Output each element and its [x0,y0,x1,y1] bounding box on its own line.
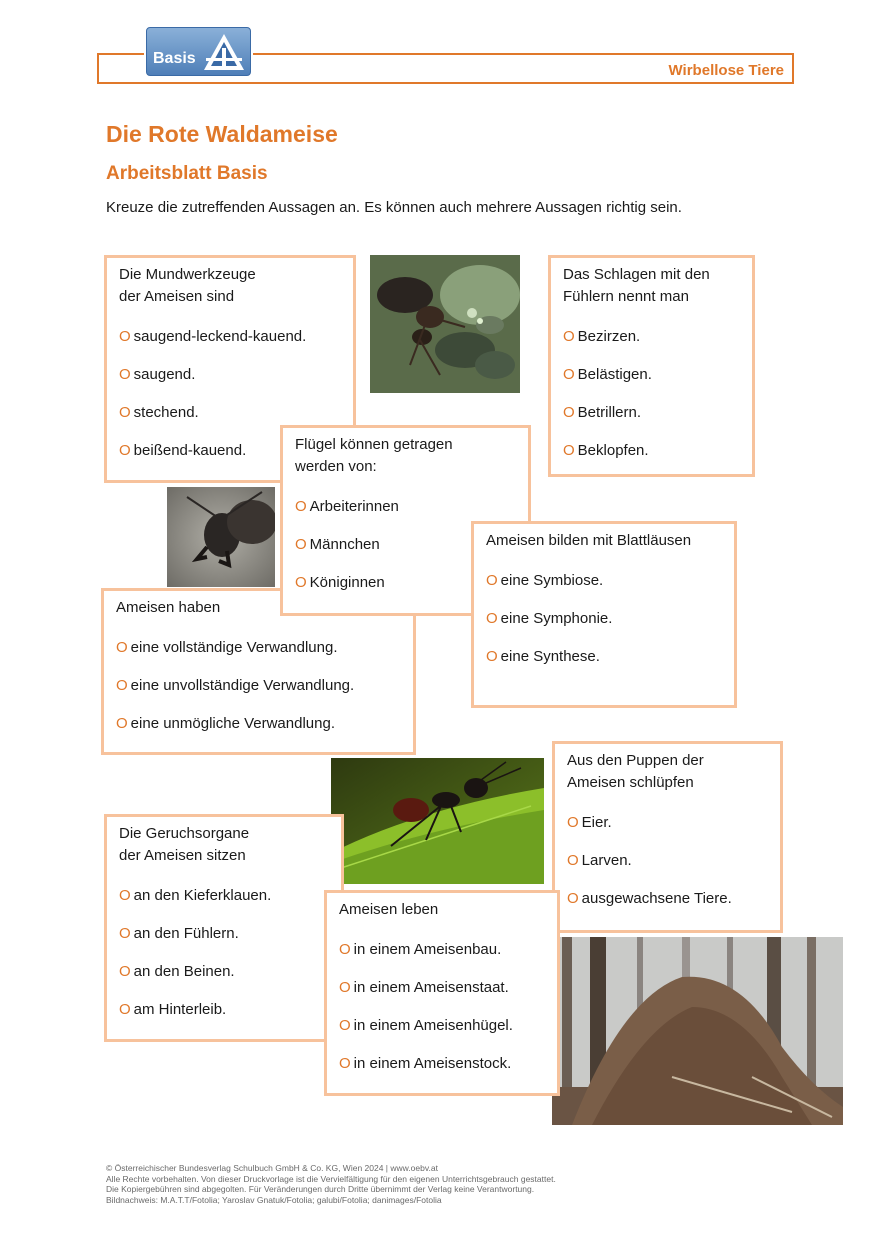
ant-on-leaf-photo [331,758,544,884]
checkbox-circle-icon[interactable]: O [119,963,131,980]
answer-option[interactable] [567,880,768,918]
answer-option[interactable] [486,600,722,638]
answer-option[interactable] [339,1007,545,1045]
option-label: Arbeiterinnen [309,498,399,515]
card-puppen [552,741,783,933]
checkbox-circle-icon[interactable]: O [339,941,351,958]
option-label: Männchen [309,536,380,553]
option-label: saugend-leckend-kauend. [133,328,307,345]
option-label: in einem Ameisenstaat. [353,979,509,996]
ant-head-photo [167,487,275,587]
option-label: ausgewachsene Tiere. [581,890,732,907]
checkbox-circle-icon[interactable]: O [116,677,128,694]
answer-option[interactable] [119,991,329,1029]
answer-option[interactable] [119,318,341,356]
question-text: Ameisen haben [116,599,221,616]
checkbox-circle-icon[interactable]: O [563,442,575,459]
answer-option[interactable] [339,931,545,969]
checkbox-circle-icon[interactable]: O [339,1017,351,1034]
logo-text: Basis [153,50,196,67]
triangle-logo-icon [202,32,246,72]
question-text: Die Mundwerkzeuge der Ameisen sind [119,266,256,305]
option-label: eine vollständige Verwandlung. [130,639,338,656]
answer-option[interactable] [563,394,740,432]
answer-option[interactable] [116,705,401,743]
answer-option[interactable] [567,804,768,842]
checkbox-circle-icon[interactable]: O [119,442,131,459]
answer-option[interactable] [119,356,341,394]
checkbox-circle-icon[interactable]: O [119,1001,131,1018]
checkbox-circle-icon[interactable]: O [295,574,307,591]
checkbox-circle-icon[interactable]: O [295,498,307,515]
checkbox-circle-icon[interactable]: O [116,715,128,732]
option-label: Beklopfen. [577,442,649,459]
card-leben [324,890,560,1096]
question-text: Ameisen bilden mit Blattläusen [486,532,692,549]
card-blattlaeuse [471,521,737,708]
option-label: Königinnen [309,574,385,591]
answer-option[interactable] [486,562,722,600]
checkbox-circle-icon[interactable]: O [119,366,131,383]
answer-option[interactable] [119,915,329,953]
footer-copyright [106,1163,556,1205]
option-label: eine unmögliche Verwandlung. [130,715,335,732]
footer-line: Bildnachweis: M.A.T.T/Fotolia; Yaroslav Gnatuk/Fotolia; galubi/Fotolia; danimages/Fotolia [106,1194,442,1205]
ant-aphid-photo [370,255,520,393]
answer-option[interactable] [119,877,329,915]
option-label: eine unvollständige Verwandlung. [130,677,355,694]
checkbox-circle-icon[interactable]: O [116,639,128,656]
answer-option[interactable] [339,969,545,1007]
question-text: Ameisen leben [339,901,439,918]
option-label: in einem Ameisenbau. [353,941,502,958]
checkbox-circle-icon[interactable]: O [119,328,131,345]
option-label: an den Fühlern. [133,925,239,942]
checkbox-circle-icon[interactable]: O [119,887,131,904]
option-label: an den Beinen. [133,963,235,980]
answer-option[interactable] [486,638,722,676]
checkbox-circle-icon[interactable]: O [567,814,579,831]
footer-line: © Österreichischer Bundesverlag Schulbuch GmbH & Co. KG, Wien 2024 | www.oebv.at [106,1163,438,1173]
answer-option[interactable] [339,1045,545,1083]
option-label: Larven. [581,852,632,869]
instruction-text: Kreuze die zutreffenden Aussagen an. Es können auch mehrere Aussagen richtig sein. [106,199,682,216]
card-geruchsorgane [104,814,344,1042]
checkbox-circle-icon[interactable]: O [486,648,498,665]
option-label: eine Symphonie. [500,610,613,627]
option-label: Belästigen. [577,366,652,383]
checkbox-circle-icon[interactable]: O [563,404,575,421]
question-text: Die Geruchsorgane der Ameisen sitzen [119,825,250,864]
option-label: Betrillern. [577,404,642,421]
answer-option[interactable] [563,432,740,470]
checkbox-circle-icon[interactable]: O [567,852,579,869]
option-label: eine Symbiose. [500,572,604,589]
answer-option[interactable] [567,842,768,880]
answer-option[interactable] [563,356,740,394]
question-text: Flügel können getragen werden von: [295,436,453,475]
option-label: saugend. [133,366,196,383]
checkbox-circle-icon[interactable]: O [339,1055,351,1072]
answer-option[interactable] [563,318,740,356]
answer-option[interactable] [116,667,401,705]
option-label: beißend-kauend. [133,442,247,459]
page-subtitle: Arbeitsblatt Basis [106,163,268,184]
question-text: Aus den Puppen der Ameisen schlüpfen [567,752,704,791]
option-label: in einem Ameisenstock. [353,1055,512,1072]
checkbox-circle-icon[interactable]: O [486,610,498,627]
checkbox-circle-icon[interactable]: O [563,328,575,345]
footer-line: Alle Rechte vorbehalten. Von dieser Druckvorlage ist die Vervielfältigung für den eigenen Unterrichtsgebrauch gestattet. [106,1173,556,1184]
answer-option[interactable] [119,953,329,991]
checkbox-circle-icon[interactable]: O [119,404,131,421]
option-label: an den Kieferklauen. [133,887,272,904]
checkbox-circle-icon[interactable]: O [486,572,498,589]
footer-line: Die Kopiergebühren sind abgegolten. Für Veränderungen durch Dritte übernimmt der Verlag keine Verantwortung. [106,1184,535,1194]
option-label: Bezirzen. [577,328,641,345]
answer-option[interactable] [116,629,401,667]
checkbox-circle-icon[interactable]: O [567,890,579,907]
option-label: stechend. [133,404,199,421]
checkbox-circle-icon[interactable]: O [119,925,131,942]
card-schlagen [548,255,755,477]
option-label: in einem Ameisenhügel. [353,1017,513,1034]
checkbox-circle-icon[interactable]: O [563,366,575,383]
question-text: Das Schlagen mit den Fühlern nennt man [563,266,710,305]
checkbox-circle-icon[interactable]: O [339,979,351,996]
publisher-logo [146,27,251,76]
option-label: eine Synthese. [500,648,600,665]
page-title: Die Rote Waldameise [106,121,338,147]
option-label: Eier. [581,814,612,831]
option-label: am Hinterleib. [133,1001,227,1018]
checkbox-circle-icon[interactable]: O [295,536,307,553]
header-subject: Wirbellose Tiere [668,62,784,79]
anthill-forest-photo [552,937,843,1125]
